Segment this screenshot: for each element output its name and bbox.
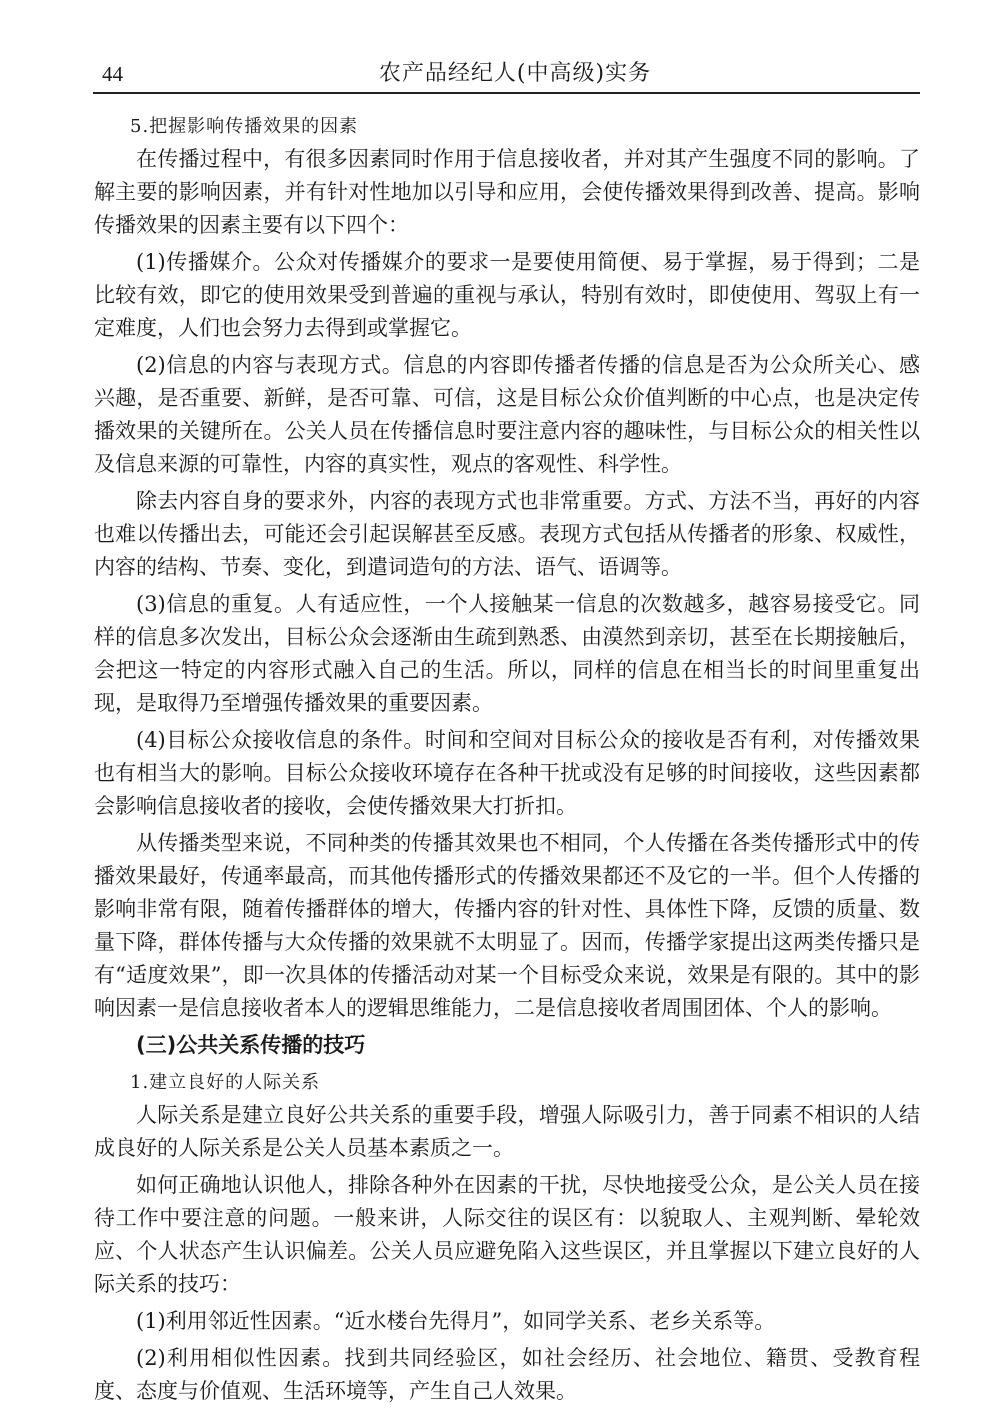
subheading-1: 1.建立良好的人际关系 xyxy=(130,1072,321,1093)
paragraph-6: (4)目标公众接收信息的条件。时间和空间对目标公众的接收是否有利，对传播效果也有相当大的影响。目标公众接收环境存在各种干扰或没有足够的时间接收，这些因素都会影响信息接收者的接收，会使传播效果大打折扣。 xyxy=(94,728,920,818)
paragraph-2: (1)传播媒介。公众对传播媒介的要求一是要使用简便、易于掌握，易于得到；二是比较有效，即它的使用效果受到普遍的重视与承认，特别有效时，即使使用、驾驭上有一定难度，人们也会努力去得到或掌握它。 xyxy=(94,250,920,340)
page-body xyxy=(94,110,920,1408)
page-number: 44 xyxy=(102,62,123,86)
section-heading-3: (三)公共关系传播的技巧 xyxy=(136,1033,366,1057)
header-rule xyxy=(93,92,920,94)
paragraph-7: 从传播类型来说，不同种类的传播其效果也不相同，个人传播在各类传播形式中的传播效果最好，传通率最高，而其他传播形式的传播效果都还不及它的一半。但个人传播的影响非常有限，随着传播群体的增大，传播内容的针对性、具体性下降，反馈的质量、数量下降，群体传播与大众传播的效果就不太明显了。因而，传播学家提出这两类传播只是有“适度效果”，即一次具体的传播活动对某一个目标受众来说，效果是有限的。其中的影响因素一是信息接收者本人的逻辑思维能力，二是信息接收者周围团体、个人的影响。 xyxy=(94,831,920,1020)
subheading-5: 5.把握影响传播效果的因素 xyxy=(130,116,359,137)
paragraph-8: 人际关系是建立良好公共关系的重要手段，增强人际吸引力，善于同素不相识的人结成良好的人际关系是公关人员基本素质之一。 xyxy=(94,1103,920,1160)
paragraph-10: (1)利用邻近性因素。“近水楼台先得月”，如同学关系、老乡关系等。 xyxy=(136,1309,776,1333)
paragraph-9: 如何正确地认识他人，排除各种外在因素的干扰，尽快地接受公众，是公关人员在接待工作中要注意的问题。一般来讲，人际交往的误区有：以貌取人、主观判断、晕轮效应、个人状态产生认识偏差。公关人员应避免陷入这些误区，并且掌握以下建立良好的人际关系的技巧： xyxy=(94,1173,920,1296)
paragraph-3: (2)信息的内容与表现方式。信息的内容即传播者传播的信息是否为公众所关心、感兴趣，是否重要、新鲜，是否可靠、可信，这是目标公众价值判断的中心点，也是决定传播效果的关键所在。公关人员在传播信息时要注意内容的趣味性，与目标公众的相关性以及信息来源的可靠性，内容的真实性，观点的客观性、科学性。 xyxy=(94,353,920,476)
paragraph-11: (2)利用相似性因素。找到共同经验区，如社会经历、社会地位、籍贯、受教育程度、态度与价值观、生活环境等，产生自己人效果。 xyxy=(94,1346,920,1403)
running-header-title: 农产品经纪人(中高级)实务 xyxy=(378,61,652,86)
paragraph-1: 在传播过程中，有很多因素同时作用于信息接收者，并对其产生强度不同的影响。了解主要的影响因素，并有针对性地加以引导和应用，会使传播效果得到改善、提高。影响传播效果的因素主要有以下四个： xyxy=(94,147,920,237)
paragraph-4: 除去内容自身的要求外，内容的表现方式也非常重要。方式、方法不当，再好的内容也难以传播出去，可能还会引起误解甚至反感。表现方式包括从传播者的形象、权威性，内容的结构、节奏、变化，到遣词造句的方法、语气、语调等。 xyxy=(94,489,920,579)
paragraph-5: (3)信息的重复。人有适应性，一个人接触某一信息的次数越多，越容易接受它。同样的信息多次发出，目标公众会逐渐由生疏到熟悉、由漠然到亲切，甚至在长期接触后，会把这一特定的内容形式融入自己的生活。所以，同样的信息在相当长的时间里重复出现，是取得乃至增强传播效果的重要因素。 xyxy=(94,592,920,715)
